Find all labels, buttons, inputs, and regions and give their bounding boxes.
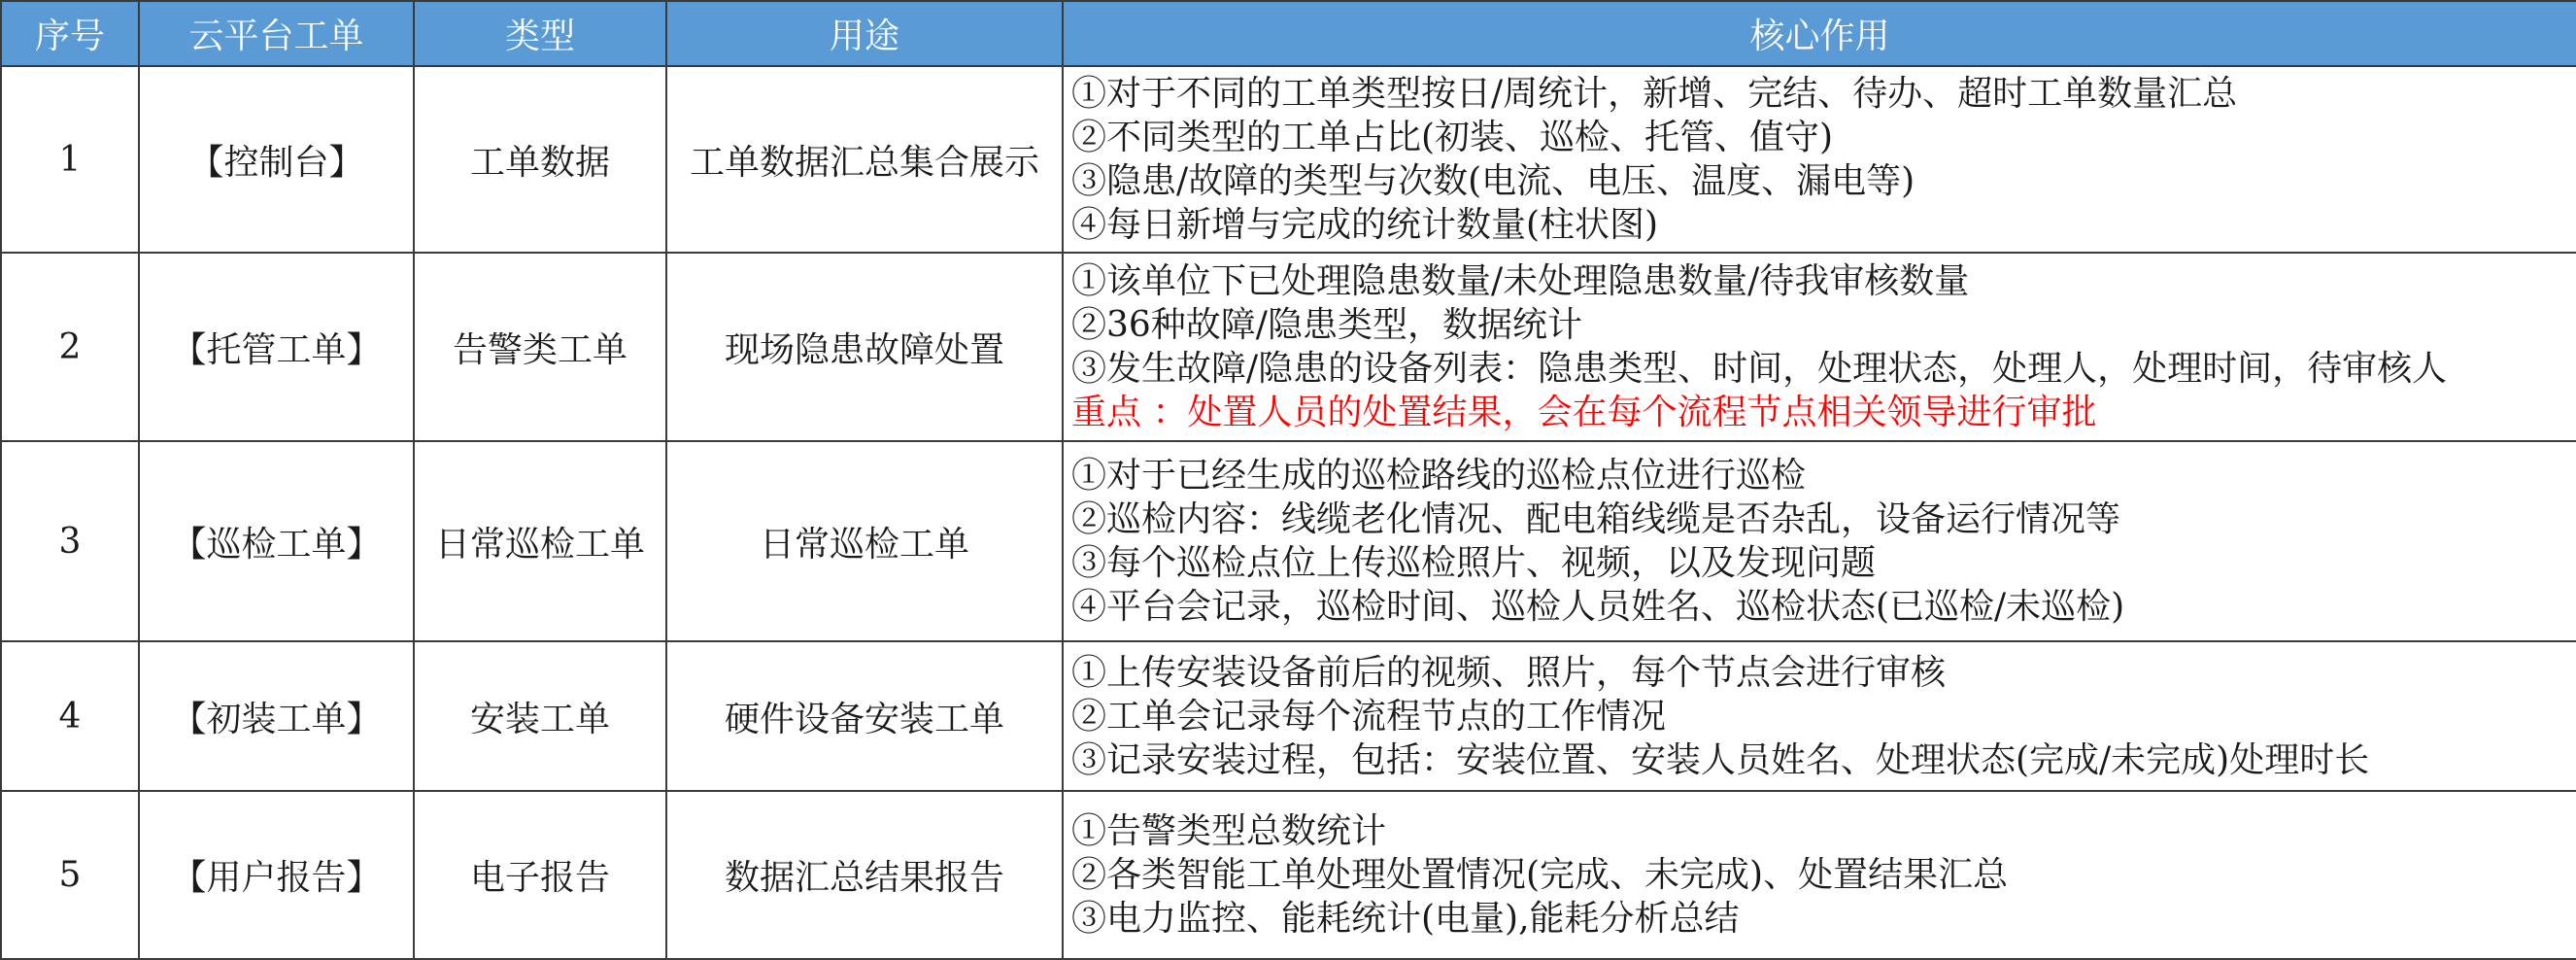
core-point: ③每个巡检点位上传巡检照片、视频，以及发现问题 bbox=[1071, 543, 1877, 583]
core-point: ③发生故障/隐患的设备列表：隐患类型、时间，处理状态，处理人，处理时间，待审核人 bbox=[1071, 349, 2448, 389]
cell-type: 告警类工单 bbox=[414, 253, 666, 441]
cell-usage: 工单数据汇总集合展示 bbox=[666, 66, 1063, 253]
core-point: ②工单会记录每个流程节点的工作情况 bbox=[1071, 696, 1667, 737]
cell-usage: 现场隐患故障处置 bbox=[666, 253, 1063, 441]
core-point: ②不同类型的工单占比(初装、巡检、托管、值守) bbox=[1071, 118, 1834, 157]
cell-usage: 数据汇总结果报告 bbox=[666, 791, 1063, 959]
core-point: ①对于已经生成的巡检路线的巡检点位进行巡检 bbox=[1071, 456, 1807, 496]
cell-work-order: 【控制台】 bbox=[139, 66, 414, 253]
cell-work-order: 【用户报告】 bbox=[139, 791, 414, 959]
cell-type: 安装工单 bbox=[414, 641, 666, 791]
core-point: ①告警类型总数统计 bbox=[1071, 811, 1387, 851]
cell-work-order: 【初装工单】 bbox=[139, 641, 414, 791]
cell-no: 1 bbox=[1, 66, 139, 253]
table-header-row bbox=[1, 1, 2576, 66]
core-point: ③电力监控、能耗统计(电量),能耗分析总结 bbox=[1071, 899, 1740, 939]
cell-core-function bbox=[1063, 253, 2576, 441]
cell-core-function bbox=[1063, 66, 2576, 253]
table-row bbox=[1, 253, 2576, 441]
cell-core-function bbox=[1063, 441, 2576, 641]
key-point-highlight: 重点 ：处置人员的处置结果，会在每个流程节点相关领导进行审批 bbox=[1071, 393, 2097, 432]
table-row bbox=[1, 641, 2576, 791]
cell-usage: 硬件设备安装工单 bbox=[666, 641, 1063, 791]
cell-core-function bbox=[1063, 641, 2576, 791]
table-row bbox=[1, 441, 2576, 641]
core-point: ①对于不同的工单类型按日/周统计，新增、完结、待办、超时工单数量汇总 bbox=[1071, 74, 2238, 114]
cell-no: 3 bbox=[1, 441, 139, 641]
core-point: ①该单位下已处理隐患数量/未处理隐患数量/待我审核数量 bbox=[1071, 261, 1970, 301]
cell-work-order: 【巡检工单】 bbox=[139, 441, 414, 641]
core-point: ③隐患/故障的类型与次数(电流、电压、温度、漏电等) bbox=[1071, 161, 1915, 201]
cell-work-order: 【托管工单】 bbox=[139, 253, 414, 441]
header-type: 类型 bbox=[414, 1, 666, 66]
table-row bbox=[1, 791, 2576, 959]
header-usage: 用途 bbox=[666, 1, 1063, 66]
cell-no: 2 bbox=[1, 253, 139, 441]
cell-no: 4 bbox=[1, 641, 139, 791]
core-point: ②各类智能工单处理处置情况(完成、未完成)、处置结果汇总 bbox=[1071, 855, 2009, 895]
core-point: ③记录安装过程，包括：安装位置、安装人员姓名、处理状态(完成/未完成)处理时长 bbox=[1071, 739, 2370, 780]
core-point: ②36种故障/隐患类型，数据统计 bbox=[1071, 305, 1582, 345]
header-core-function: 核心作用 bbox=[1063, 1, 2576, 66]
cell-type: 日常巡检工单 bbox=[414, 441, 666, 641]
core-point: ④平台会记录，巡检时间、巡检人员姓名、巡检状态(已巡检/未巡检) bbox=[1071, 587, 2125, 627]
cell-type: 工单数据 bbox=[414, 66, 666, 253]
cell-no: 5 bbox=[1, 791, 139, 959]
core-point: ②巡检内容：线缆老化情况、配电箱线缆是否杂乱，设备运行情况等 bbox=[1071, 499, 2121, 539]
cell-usage: 日常巡检工单 bbox=[666, 441, 1063, 641]
cell-core-function bbox=[1063, 791, 2576, 959]
cell-type: 电子报告 bbox=[414, 791, 666, 959]
header-no: 序号 bbox=[1, 1, 139, 66]
core-point: ④每日新增与完成的统计数量(柱状图) bbox=[1071, 205, 1659, 245]
core-point: ①上传安装设备前后的视频、照片，每个节点会进行审核 bbox=[1071, 652, 1947, 693]
header-work-order: 云平台工单 bbox=[139, 1, 414, 66]
table-row bbox=[1, 66, 2576, 253]
